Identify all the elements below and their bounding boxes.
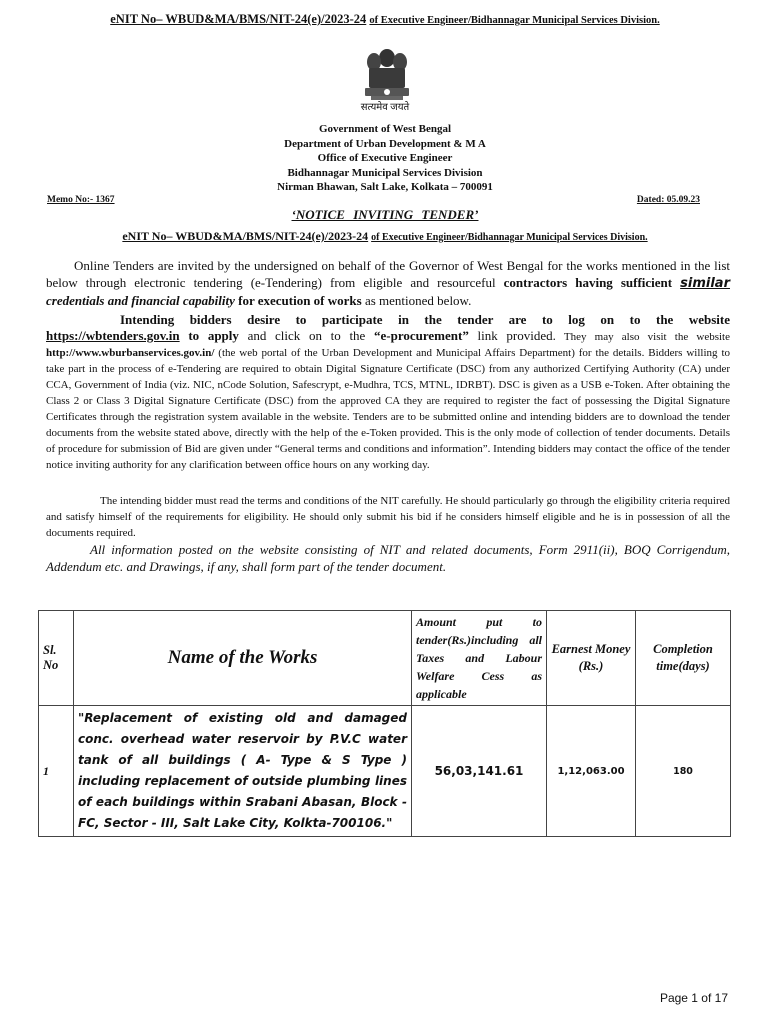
office-address-block [0,122,770,195]
header-amount: Amount put to tender(Rs.)including all Taxes and Labour Welfare Cess as applicable [412,611,547,706]
instructions-lead: Intending bidders desire to participate in the tender are to log on to the website [120,312,730,327]
enit-reference: eNIT No– WBUD&MA/BMS/NIT-24(e)/2023-24 [110,12,367,26]
page-number: Page 1 of 17 [659,991,728,1005]
table-row [39,706,731,837]
works-table [38,610,731,837]
instructions-click: and click on to the [238,328,374,343]
information-paragraph: All information posted on the website consisting of NIT and related documents, Form 2911(ii), BOQ Corrigendum, Addendum etc. and Drawings, if any, shall form part of the tender document. [46,542,730,574]
memo-number: Memo No:- 1367 [47,195,115,205]
row-earnest-money: 1,12,063.00 [547,706,636,837]
instructions-details: (the web portal of the Urban Development and Municipal Affairs Department) for the details. Bidders willing to take part in the process of e-Tendering are required to obtain Digital Signature Certificate (DSC) from any authorized Certifying Authority (CA) under CCA, Government of India (viz. NIC, nCode Solution, Safescrypt, e-Mudhra, TCS, MTNL, IDRBT). DSC is given as a USB e-Token. After obtaining the Class 2 or Class 3 Digital Signature Certificate (DSC) from the approved CA they are required to register the fact of possessing the Digital Signature Certificates through the registration system available in the website. Tenders are to be submitted online and intending bidders are to download the tender documents from the website stated above, directly with the help of the e-Token provided. This is the only mode of collection of tender documents. Details of procedure for submission of Bid are given under “General terms and conditions and information”. Intending bidders may contact the office of the tender notice inviting authority for any clarification between office hours on any working day. [46,347,730,471]
enit-division: of Executive Engineer/Bidhannagar Municipal Services Division. [369,15,660,26]
wbtenders-link[interactable]: https://wbtenders.gov.in [46,328,180,343]
works-table-header-row [39,611,731,706]
header-name-of-works: Name of the Works [74,611,412,706]
instructions-apply: to apply [179,328,239,343]
office-line-3: Office of Executive Engineer [317,152,453,164]
enit-reference-2: eNIT No– WBUD&MA/BMS/NIT-24(e)/2023-24 [122,229,369,243]
row-amount: 56,03,141.61 [412,706,547,837]
notice-title [0,207,770,223]
emblem-motto: सत्यमेव जयते [360,102,410,113]
enit-subheader [0,229,770,244]
instructions-visit: They may also visit the website [555,331,730,343]
header-earnest-money: Earnest Money (Rs.) [547,611,636,706]
eligibility-paragraph: The intending bidder must read the terms and conditions of the NIT carefully. He should particularly go through the eligibility criteria required and satisfy himself of the requirements for eligibility. He should only submit his bid if he considers himself eligible and he is in possession of all the documents required. [46,495,730,539]
enit-header [0,12,770,27]
intro-execution: for execution of works [234,293,362,308]
intro-similar: similar [680,276,730,291]
office-line-1: Government of West Bengal [318,123,452,135]
instructions-paragraph [46,312,730,473]
notice-title-text: ‘NOTICE INVITING TENDER’ [291,207,479,222]
office-line-4: Bidhannagar Municipal Services Division [287,166,483,179]
row-completion-time: 180 [636,706,731,837]
office-line-2: Department of Urban Development & M A [284,137,486,150]
instructions-link-provided: link provided. [468,328,556,343]
intro-text: Online Tenders are invited by the undersigned on behalf of the Governor of West Bengal for the works mentioned in the list below through electronic tendering (e-Tendering) from eligible and resourceful [46,258,730,290]
row-sl-no: 1 [39,706,74,837]
wburbanservices-link[interactable]: http://www.wburbanservices.gov.in/ [46,347,215,359]
memo-date: Dated: 05.09.23 [636,195,700,205]
enit-division-2: of Executive Engineer/Bidhannagar Municipal Services Division. [371,232,648,243]
intro-credentials: credentials and financial capability [46,293,235,308]
intro-paragraph [46,257,730,309]
header-completion-time: Completion time(days) [636,611,731,706]
office-line-5: Nirman Bhawan, Salt Lake, Kolkata – 700091 [277,181,493,193]
intro-end: as mentioned below. [361,293,472,308]
intro-bold-contractors: contractors having sufficient [503,275,681,290]
header-sl-no: Sl. No [39,611,74,706]
e-procurement-label: “e-procurement” [374,328,469,343]
row-work-name: "Replacement of existing old and damaged conc. overhead water reservoir by P.V.C water tank of all buildings ( A- Type & S Type ) including replacement of outside plumbing lines of each buildings within Srabani Abasan, Block - FC, Sector - III, Salt Lake City, Kolkta-700106." [74,706,412,837]
